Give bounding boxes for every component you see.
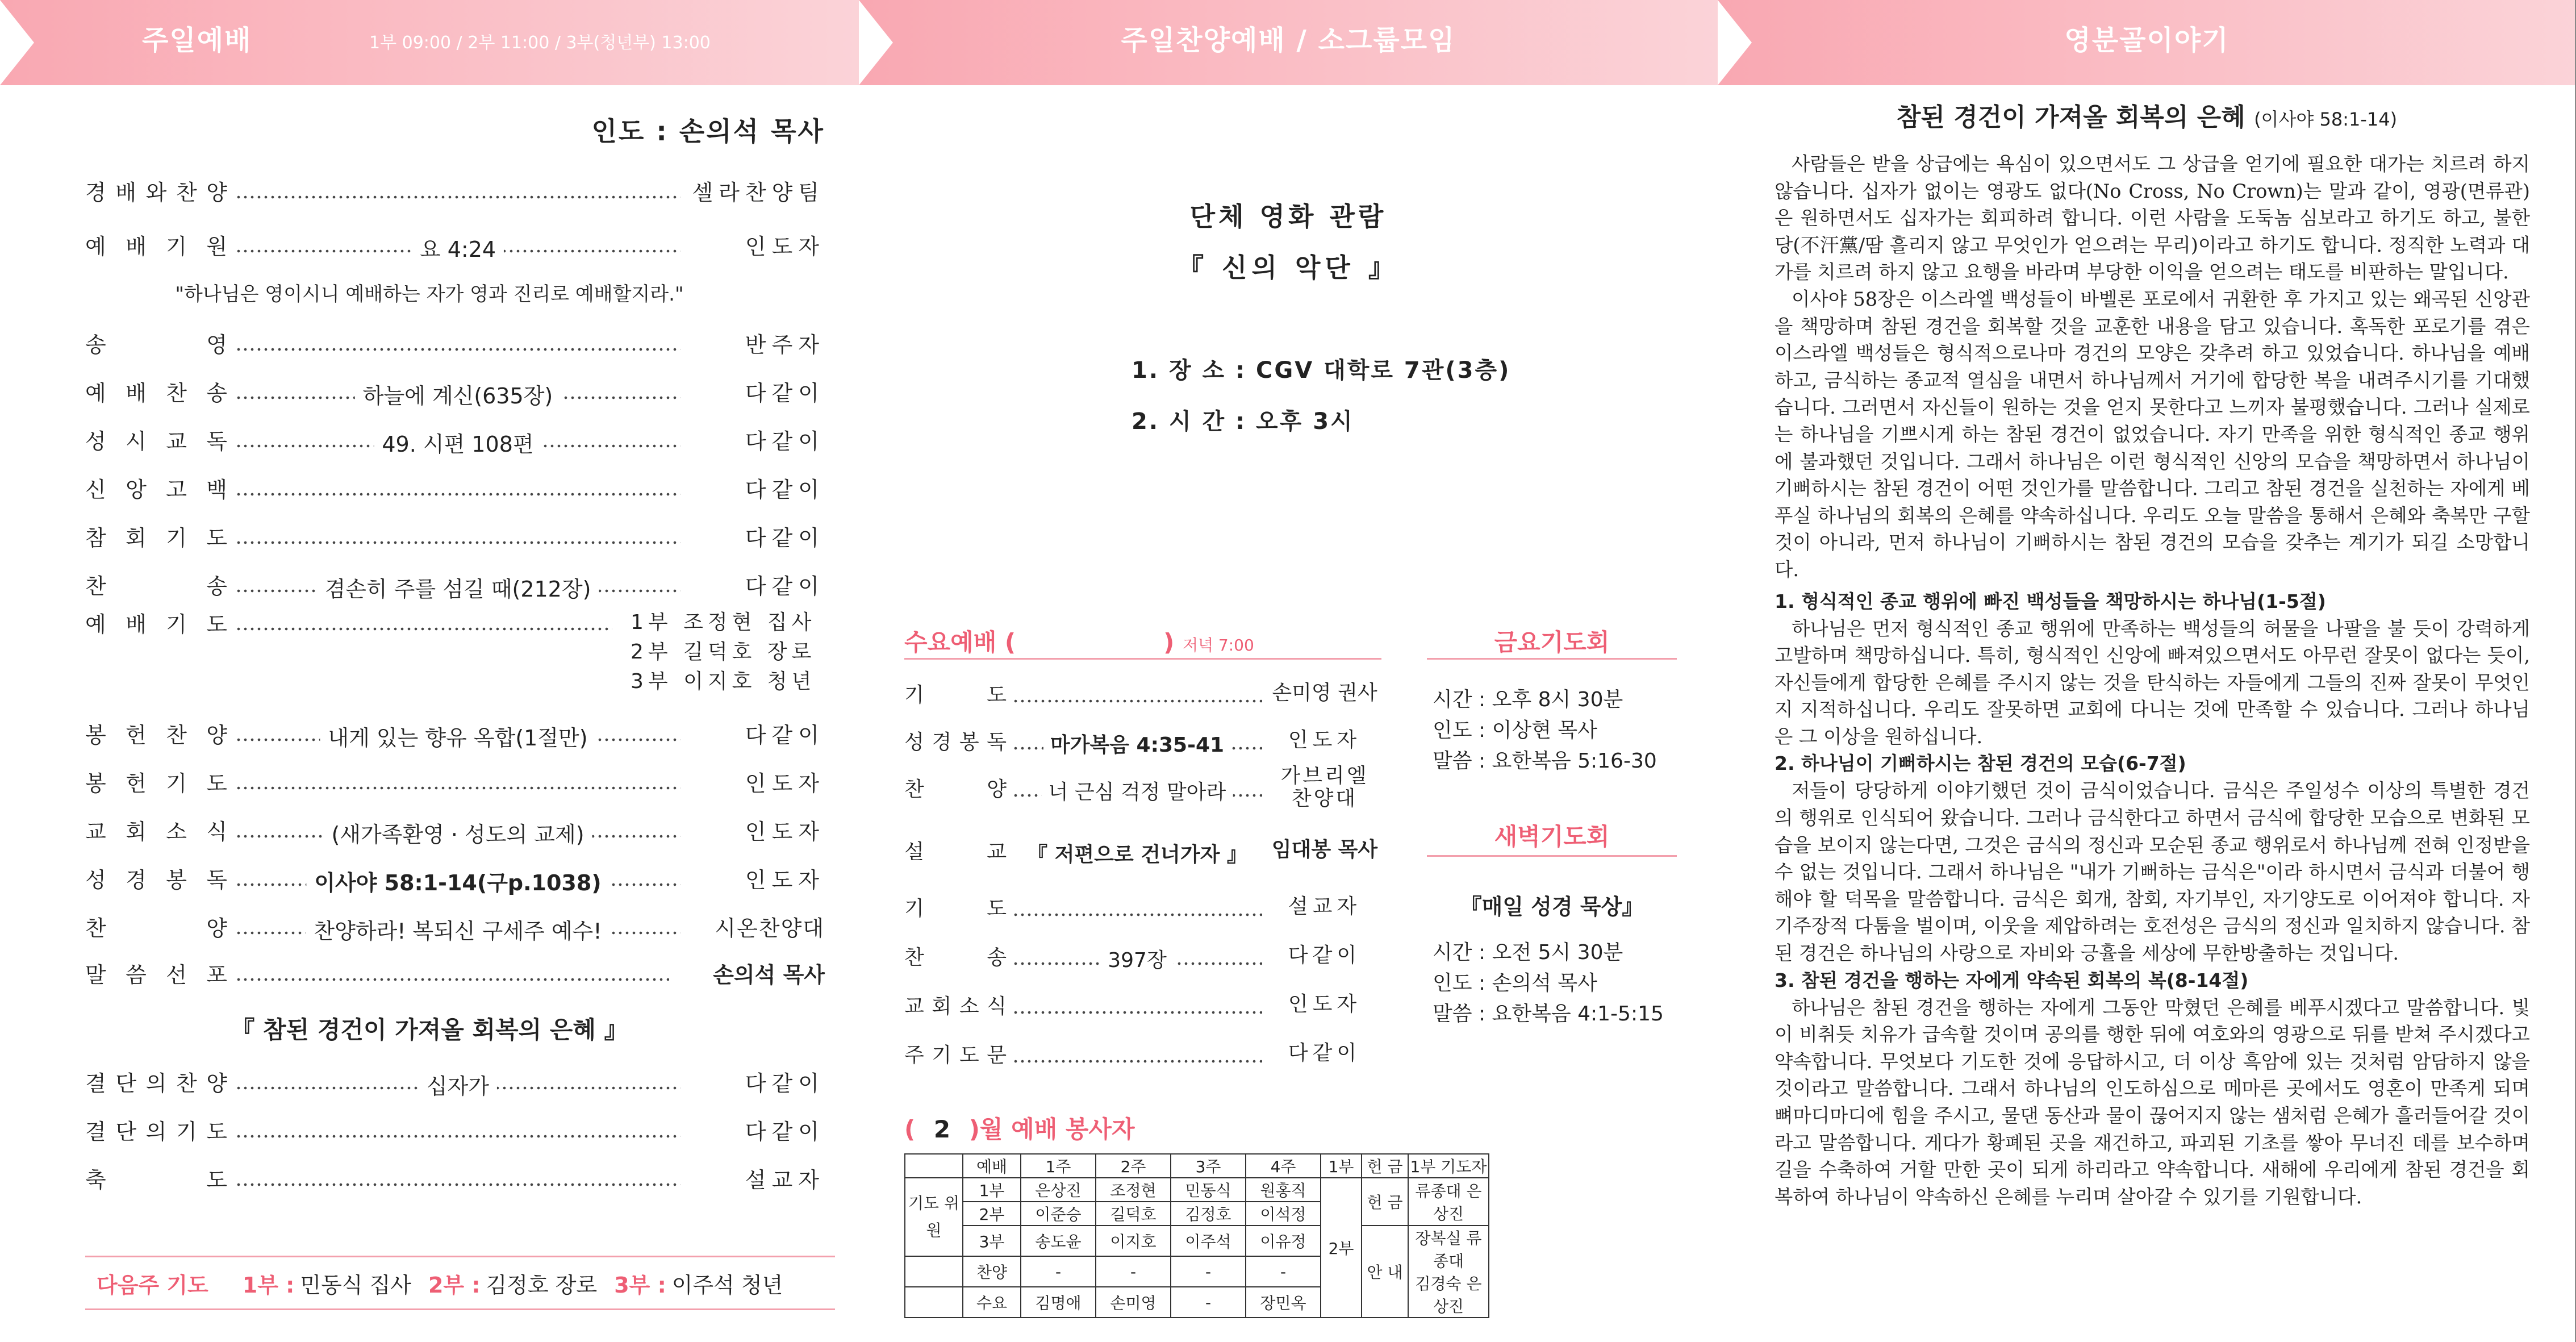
friday-details: 시간 : 오후 8시 30분 인도 : 이상현 목사 말씀 : 요한복음 5:16-30 (1433, 688, 1657, 773)
wednesday-heading: 수요예배 ( ) 저녁 7:00 (904, 628, 1254, 656)
table-row: 기도 위원 1부 은상진 조정현 민동식 원홍직 2부 헌 금 류종대 은상진 (905, 1178, 1489, 1202)
dawn-details: 시간 : 오전 5시 30분 인도 : 손의석 목사 말씀 : 요한복음 4:1-5:15 (1433, 941, 1664, 1026)
friday-heading: 금요기도회 (1494, 628, 1610, 656)
order-row: 결 단 의 기 도 다같이 (85, 1112, 825, 1147)
sunday-worship-header (0, 0, 859, 85)
service-times: 1부 09:00 / 2부 11:00 / 3부(청년부) 13:00 (369, 33, 711, 53)
movie-time: 2. 시 간 : 오후 3시 (1132, 409, 1354, 435)
order-row: 예 배 기 원 요 4:24 인도자 (85, 227, 825, 261)
paragraph: 이사야 58장은 이스라엘 백성들이 바벨론 포로에서 귀환한 후 가지고 있는 왜곡된 신앙관을 책망하며 참된 경건을 회복할 것을 교훈한 내용을 담고 있습니다. 혹독한 포로기를 겪은 이스라엘 백성들은 형식적으로나마 경건의 모양은 갖추려 하고 있었습니다. 하나님을 예배하고, 금식하는 종교적 열심을 내면서 하나님께서 거기에 합당한 복을 내려주시기를 기대했습니다. 그러면서 자신들이 원하는 것을 얻지 못한다고 느끼자 불평했습니다. 그러나 실제로는 하나님을 기쁘시게 하는 참된 경건이 없었습니다. 자기 만족을 위한 형식적인 종교 행위에 불과했던 것입니다. 그래서 하나님은 이런 형식적인 신앙의 모습을 책망하면서 하나님이 기뻐하시는 참된 경건이 어떤 것인가를 말씀합니다. 그리고 참된 경건을 실천하는 자에게 베푸실 하나님의 회복의 은혜를 약속하십니다. 우리도 오늘 말씀을 통해서 은혜와 축복만 구할 것이 아니라, 먼저 하나님이 기뻐하시는 참된 경건의 모습을 갖추는 계기가 되길 소망합니다. (1775, 287, 2530, 581)
movie-place: 1. 장 소 : CGV 대학로 7관(3층) (1132, 357, 1511, 384)
evening-worship-panel (859, 0, 1718, 1342)
order-row: 찬 양 찬양하라! 복되신 구세주 예수! 시온찬양대 (85, 909, 825, 943)
wednesday-row: 주 기 도 문 다같이 (904, 1031, 1381, 1076)
sunday-worship-title: 주일예배 (142, 24, 252, 56)
order-label: 경 배 와 찬 양 (85, 180, 227, 205)
essay-body (1775, 151, 2530, 1210)
movie-name: 『 신의 악단 』 (1178, 252, 1399, 283)
header-notch (859, 0, 893, 85)
order-row: 예 배 찬 송 하늘에 계신(635장) 다같이 (85, 374, 825, 408)
sermon-title: 『 참된 경건이 가져올 회복의 은혜 』 (231, 1016, 628, 1044)
sunday-worship-panel (0, 0, 859, 1342)
paragraph: 하나님은 참된 경건을 행하는 자에게 그동안 막혔던 은혜를 베푸시겠다고 말씀합니다. 빛이 비취듯 치유가 급속할 것이며 공의를 행한 뒤에 여호와의 영광으로 뒤를 받쳐 주시겠다고 약속합니다. 무엇보다 기도한 것에 응답하시고, 더 이상 흑암에 있는 것처럼 암담하지 않을 것이라고 말씀합니다. 그래서 하나님의 인도하심으로 메마른 곳에서도 영혼이 만족게 되며 뼈마디마디에 힘을 주시고, 물댄 동산과 물이 끊어지지 않는 샘처럼 은혜가 흘러들어갈 것이라고 말씀합니다. 게다가 황폐된 곳을 재건하고, 파괴된 기초를 쌓아 무너진 데를 보수하며 길을 수축하여 거할 만한 곳이 되게 하리라고 약속합니다. 새해에 우리에게 참된 경건을 회복하여 하나님이 약속하신 은혜를 누리며 살아갈 수 있기를 기원합니다. (1775, 996, 2530, 1208)
evening-worship-header (859, 0, 1718, 85)
essay-title: 참된 경건이 가져올 회복의 은혜 (이사야 58:1-14) (1896, 103, 2398, 132)
essay-reference: (이사야 58:1-14) (2254, 109, 2398, 130)
table-row: 찬양 - - - - (905, 1256, 1489, 1287)
section-heading: 1. 형식적인 종교 행위에 빠진 백성들을 책망하시는 하나님(1-5절) (1775, 590, 2326, 612)
table-row: 3부 송도윤 이지호 이주석 이유정 안 내 장복실 류종대 김경숙 은상진 (905, 1226, 1489, 1256)
paragraph: 사람들은 받을 상급에는 욕심이 있으면서도 그 상급을 얻기에 필요한 대가는 치르려 하지 않습니다. 십자가 없이는 영광도 없다(No Cross, No Crown)는 말과 같이, 영광(면류관)은 원하면서도 십자가는 회피하려 합니다. 이런 사람을 도둑놈 심보라고 하기도 하고, 불한당(不汗黨/땀 흘리지 않고 무엇인가 얻으려는 무리)이라고 하기도 합니다. 정직한 노력과 대가를 치르려 하지 않고 요행을 바라며 부당한 이익을 얻으려는 태도를 비판하는 말입니다. (1775, 153, 2530, 284)
header-notch (0, 0, 34, 85)
paragraph: 하나님은 먼저 형식적인 종교 행위에 만족하는 백성들의 허물을 나팔을 불 듯이 강력하게 고발하며 책망하십니다. 특히, 형식적인 신앙에 빠져있으면서도 아무런 잘못이 없다는 듯이, 자신들에게 합당한 은혜를 주시지 않는 것을 탄식하는 자들에게 그들의 진짜 잘못이 무엇인지 지적하십니다. 우리도 잘못하면 교회에 다니는 것에 만족할 수 있습니다. 그러나 하나님은 그 이상을 원하십니다. (1775, 617, 2530, 748)
table-row: 수요 김명애 손미영 - 장민옥 (905, 1287, 1489, 1318)
wednesday-row: 찬 양 너 근심 걱정 말아라 가브리엘 찬양대 (904, 764, 1369, 810)
column-title: 영분골이야기 (2064, 24, 2230, 56)
order-row: 봉 헌 기 도 인도자 (85, 764, 825, 798)
table-row: 2부 이준승 길덕호 김정호 이석정 (905, 1202, 1489, 1226)
evening-worship-title: 주일찬양예배 / 소그룹모임 (1121, 24, 1456, 56)
order-row: 송 영 반주자 (85, 326, 825, 360)
order-row: 참 회 기 도 다같이 (85, 519, 825, 553)
divider (1427, 855, 1677, 857)
table-header-row: 예배 1주 2주 3주 4주 1부 헌 금 1부 기도자 (905, 1154, 1489, 1178)
column-panel (1718, 0, 2576, 1342)
column-header (1718, 0, 2576, 85)
order-row: 결 단 의 찬 양 십자가 다같이 (85, 1064, 825, 1098)
next-week-prayer: 다음주 기도 1부 : 민동식 집사 2부 : 김정호 장로 3부 : 이주석 청년 (85, 1256, 835, 1310)
divider (904, 658, 1381, 660)
section-heading: 3. 참된 경건을 행하는 자에게 약속된 회복의 복(8-14절) (1775, 969, 2249, 991)
order-row: 축 도 설교자 (85, 1161, 825, 1195)
wednesday-row: 찬 송 397장 다같이 (904, 933, 1381, 978)
order-row (85, 173, 825, 207)
order-row: 교 회 소 식 (새가족환영 · 성도의 교제) 인도자 (85, 812, 825, 847)
wednesday-row: 기 도 손미영 권사 (904, 670, 1381, 716)
next-week-label: 다음주 기도 (97, 1272, 208, 1298)
movie-event-title: 단체 영화 관람 (1189, 201, 1387, 232)
wednesday-row: 기 도 설교자 (904, 884, 1381, 930)
wednesday-row: 설 교 『 저편으로 건너가자 』 임대봉 목사 (904, 838, 1378, 866)
divider (1427, 658, 1677, 660)
header-notch (1718, 0, 1752, 85)
wednesday-row: 성 경 봉 독 마가복음 4:35-41 인도자 (904, 718, 1381, 763)
dawn-heading: 새벽기도회 (1494, 823, 1610, 851)
order-row: 신 앙 고 백 다같이 (85, 470, 825, 505)
order-row: 봉 헌 찬 양 내게 있는 향유 옥합(1절만) 다같이 (85, 716, 825, 750)
order-row: 말 씀 선 포 손의석 목사 (85, 956, 825, 990)
paragraph: 저들이 당당하게 이야기했던 것이 금식이었습니다. 금식은 주일성수 이상의 특별한 경건의 행위로 인식되어 왔습니다. 그러나 금식한다고 하면서 금식에 합당한 모습으로 변화된 모습을 보이지 않는다면, 그것은 금식의 정신과 모순된 종교 행위로서 하나님께 전혀 인정받을 수 없는 것입니다. 그래서 하나님은 "내가 기뻐하는 금식은"이라 하시면서 금식과 더불어 행해야 할 덕목을 말씀합니다. 금식은 회개, 참회, 자기부인, 자기양도로 이어져야 합니다. 자기주장적 다툼을 벌이며, 이웃을 제압하려는 호전성은 금식의 정신과 일치하지 않습니다. 참된 경건은 하나님의 사랑으로 자비와 긍휼을 세상에 무한방출하는 것입니다. (1775, 780, 2530, 965)
order-row: 찬 송 겸손히 주를 섬길 때(212장) 다같이 (85, 567, 825, 601)
order-row: 성 시 교 독 49. 시편 108편 다같이 (85, 422, 825, 456)
dawn-theme: 『매일 성경 묵상』 (1460, 894, 1644, 919)
order-row: 예 배 기 도 (85, 605, 620, 639)
monthly-volunteers-heading: ( 2 )월 예배 봉사자 (904, 1115, 1135, 1143)
volunteer-table (904, 1153, 1489, 1318)
wednesday-row: 교 회 소 식 인도자 (904, 982, 1381, 1027)
call-to-worship-quote: "하나님은 영이시니 예배하는 자가 영과 진리로 예배할지라." (175, 283, 684, 306)
section-heading: 2. 하나님이 기뻐하시는 참된 경건의 모습(6-7절) (1775, 752, 2186, 775)
order-row: 성 경 봉 독 이사야 58:1-14(구p.1038) 인도자 (85, 861, 825, 895)
prayer-list: 1부 조정현 집사 2부 길덕호 장로 3부 이지호 청년 (631, 611, 816, 693)
order-person: 셀라찬양팀 (692, 180, 825, 205)
service-leader: 인도 : 손의석 목사 (591, 116, 825, 147)
